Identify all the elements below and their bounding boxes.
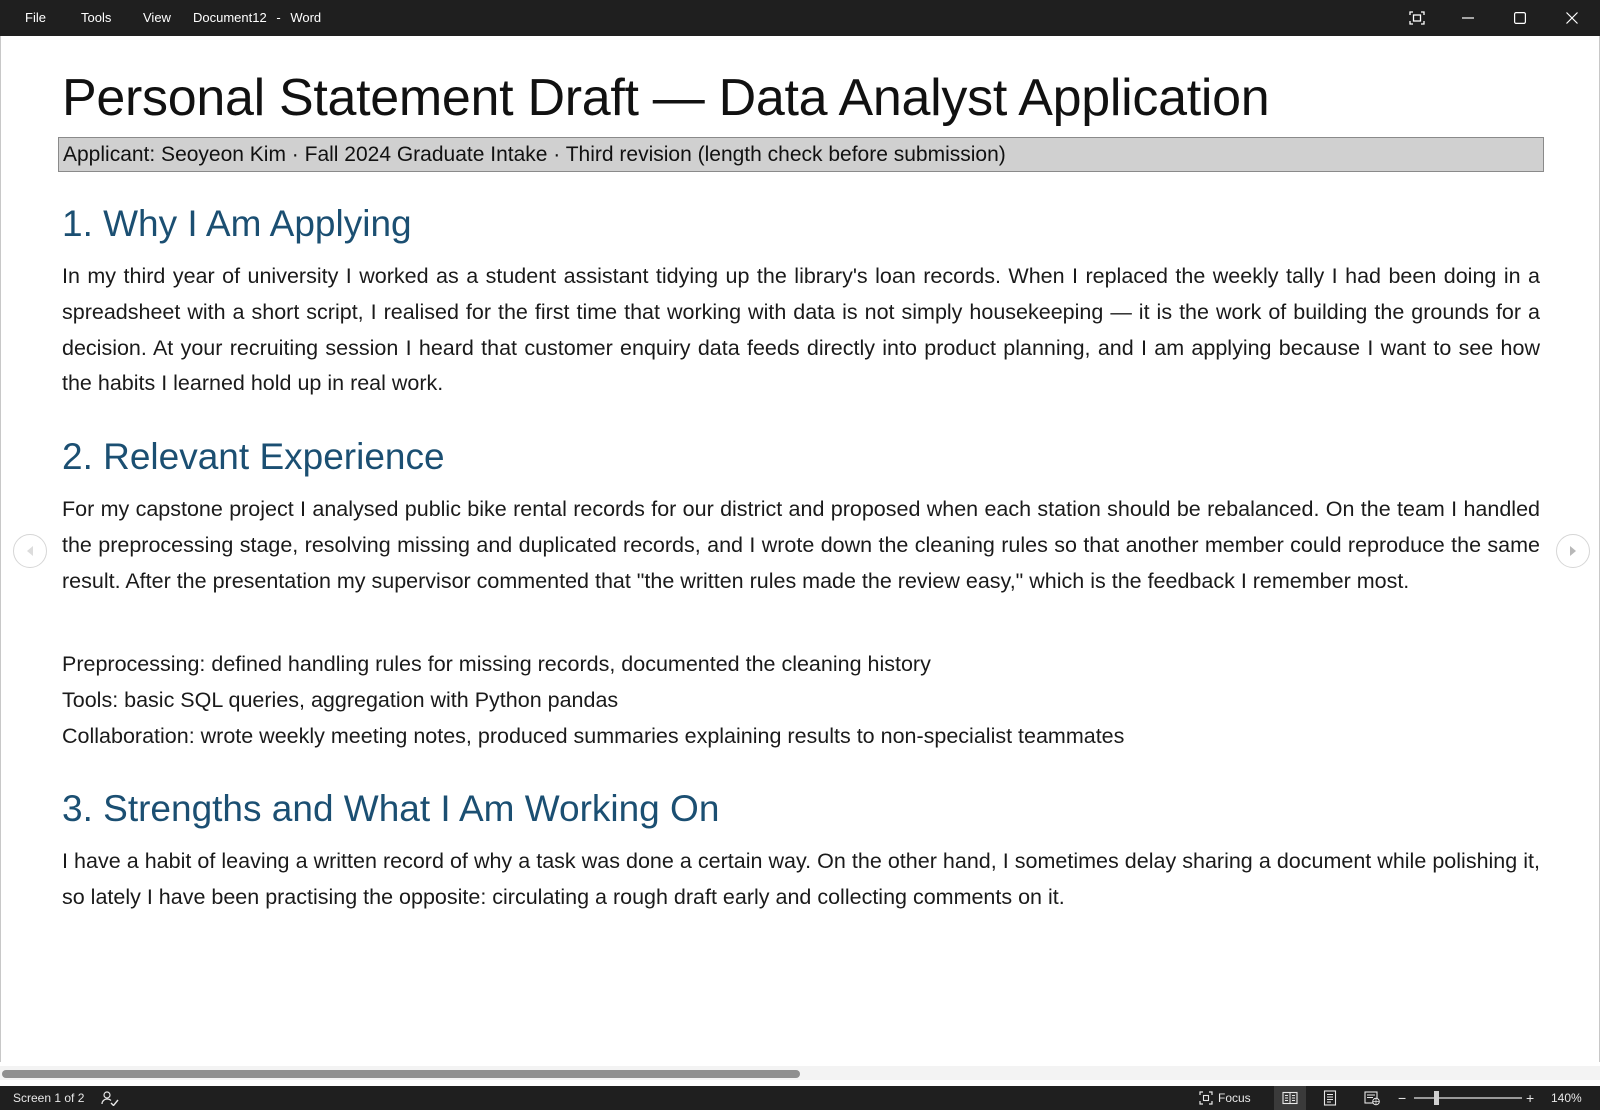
read-mode-button[interactable]: [1274, 1086, 1306, 1110]
focus-mode-icon: [1409, 11, 1425, 25]
chevron-left-icon: [25, 545, 35, 557]
menu-tools[interactable]: Tools: [81, 10, 112, 25]
next-screen-button[interactable]: [1556, 534, 1590, 568]
minimize-button[interactable]: [1443, 0, 1493, 36]
focus-icon: [1198, 1090, 1214, 1106]
status-bar: [0, 1086, 1600, 1110]
proofing-icon: [101, 1090, 119, 1106]
zoom-in-button[interactable]: +: [1526, 1090, 1535, 1106]
app-name: Word: [290, 10, 322, 25]
menu-view[interactable]: View: [143, 10, 171, 25]
close-button[interactable]: [1547, 0, 1597, 36]
window-title: [193, 0, 321, 36]
list-item: Collaboration: wrote weekly meeting notes, produced summaries explaining results to non-specialist teammates: [62, 724, 1125, 748]
print-layout-icon: [1323, 1090, 1337, 1106]
section-heading: 2. Relevant Experience: [62, 436, 445, 477]
zoom-out-button[interactable]: −: [1398, 1090, 1407, 1106]
zoom-slider[interactable]: [1414, 1097, 1522, 1099]
print-layout-button[interactable]: [1318, 1086, 1342, 1110]
paragraph: I have a habit of leaving a written record of why a task was done a certain way. On the other hand, I sometimes delay sharing a document while polishing it, so lately I have been practising the opposite: circulating a rough draft early and collecting comments on it.: [62, 849, 1540, 909]
focus-mode-button[interactable]: [1392, 0, 1442, 36]
web-layout-button[interactable]: [1360, 1086, 1384, 1110]
zoom-level[interactable]: 140%: [1551, 1091, 1582, 1105]
document-name: Document12: [193, 10, 267, 25]
list-item: Preprocessing: defined handling rules for missing records, documented the cleaning history: [62, 652, 931, 676]
previous-screen-button[interactable]: [13, 534, 47, 568]
menu-file[interactable]: File: [25, 10, 46, 25]
read-mode-icon: [1282, 1091, 1298, 1105]
zoom-slider-thumb[interactable]: [1434, 1091, 1439, 1105]
scrollbar-thumb[interactable]: [2, 1070, 800, 1078]
title-bar: [0, 0, 1600, 36]
document-subtitle: Applicant: Seoyeon Kim · Fall 2024 Graduate Intake · Third revision (length check before submission): [58, 137, 1544, 172]
paragraph: In my third year of university I worked as a student assistant tidying up the library's loan records. When I replaced the weekly tally I had been doing in a spreadsheet with a short script, I realised for the first time that working with data is not simply housekeeping — it is the work of building the grounds for a decision. At your recruiting session I heard that customer enquiry data feeds directly into product planning, and I am applying because I want to see how the habits I learned hold up in real work.: [62, 264, 1540, 396]
minimize-icon: [1462, 12, 1474, 24]
close-icon: [1566, 12, 1578, 24]
focus-label: Focus: [1218, 1091, 1251, 1105]
proofing-button[interactable]: [101, 1086, 119, 1110]
screen-indicator[interactable]: Screen 1 of 2: [13, 1091, 85, 1105]
section-heading: 1. Why I Am Applying: [62, 203, 412, 244]
document-title: Personal Statement Draft — Data Analyst Application: [62, 69, 1270, 127]
maximize-button[interactable]: [1495, 0, 1545, 36]
document-area[interactable]: [0, 36, 1600, 1062]
web-layout-icon: [1364, 1090, 1380, 1106]
maximize-icon: [1514, 12, 1526, 24]
paragraph: For my capstone project I analysed public bike rental records for our district and proposed when each station should be rebalanced. On the team I handled the preprocessing stage, resolving missing and duplicated records, and I wrote down the cleaning rules so that another member could reproduce the same result. After the presentation my supervisor commented that "the written rules made the review easy," which is the feedback I remember most.: [62, 497, 1540, 593]
focus-button[interactable]: [1198, 1086, 1251, 1110]
title-separator: -: [276, 10, 281, 25]
horizontal-scrollbar[interactable]: [0, 1066, 1600, 1080]
list-item: Tools: basic SQL queries, aggregation with Python pandas: [62, 688, 619, 712]
section-heading: 3. Strengths and What I Am Working On: [62, 788, 720, 829]
chevron-right-icon: [1568, 545, 1578, 557]
